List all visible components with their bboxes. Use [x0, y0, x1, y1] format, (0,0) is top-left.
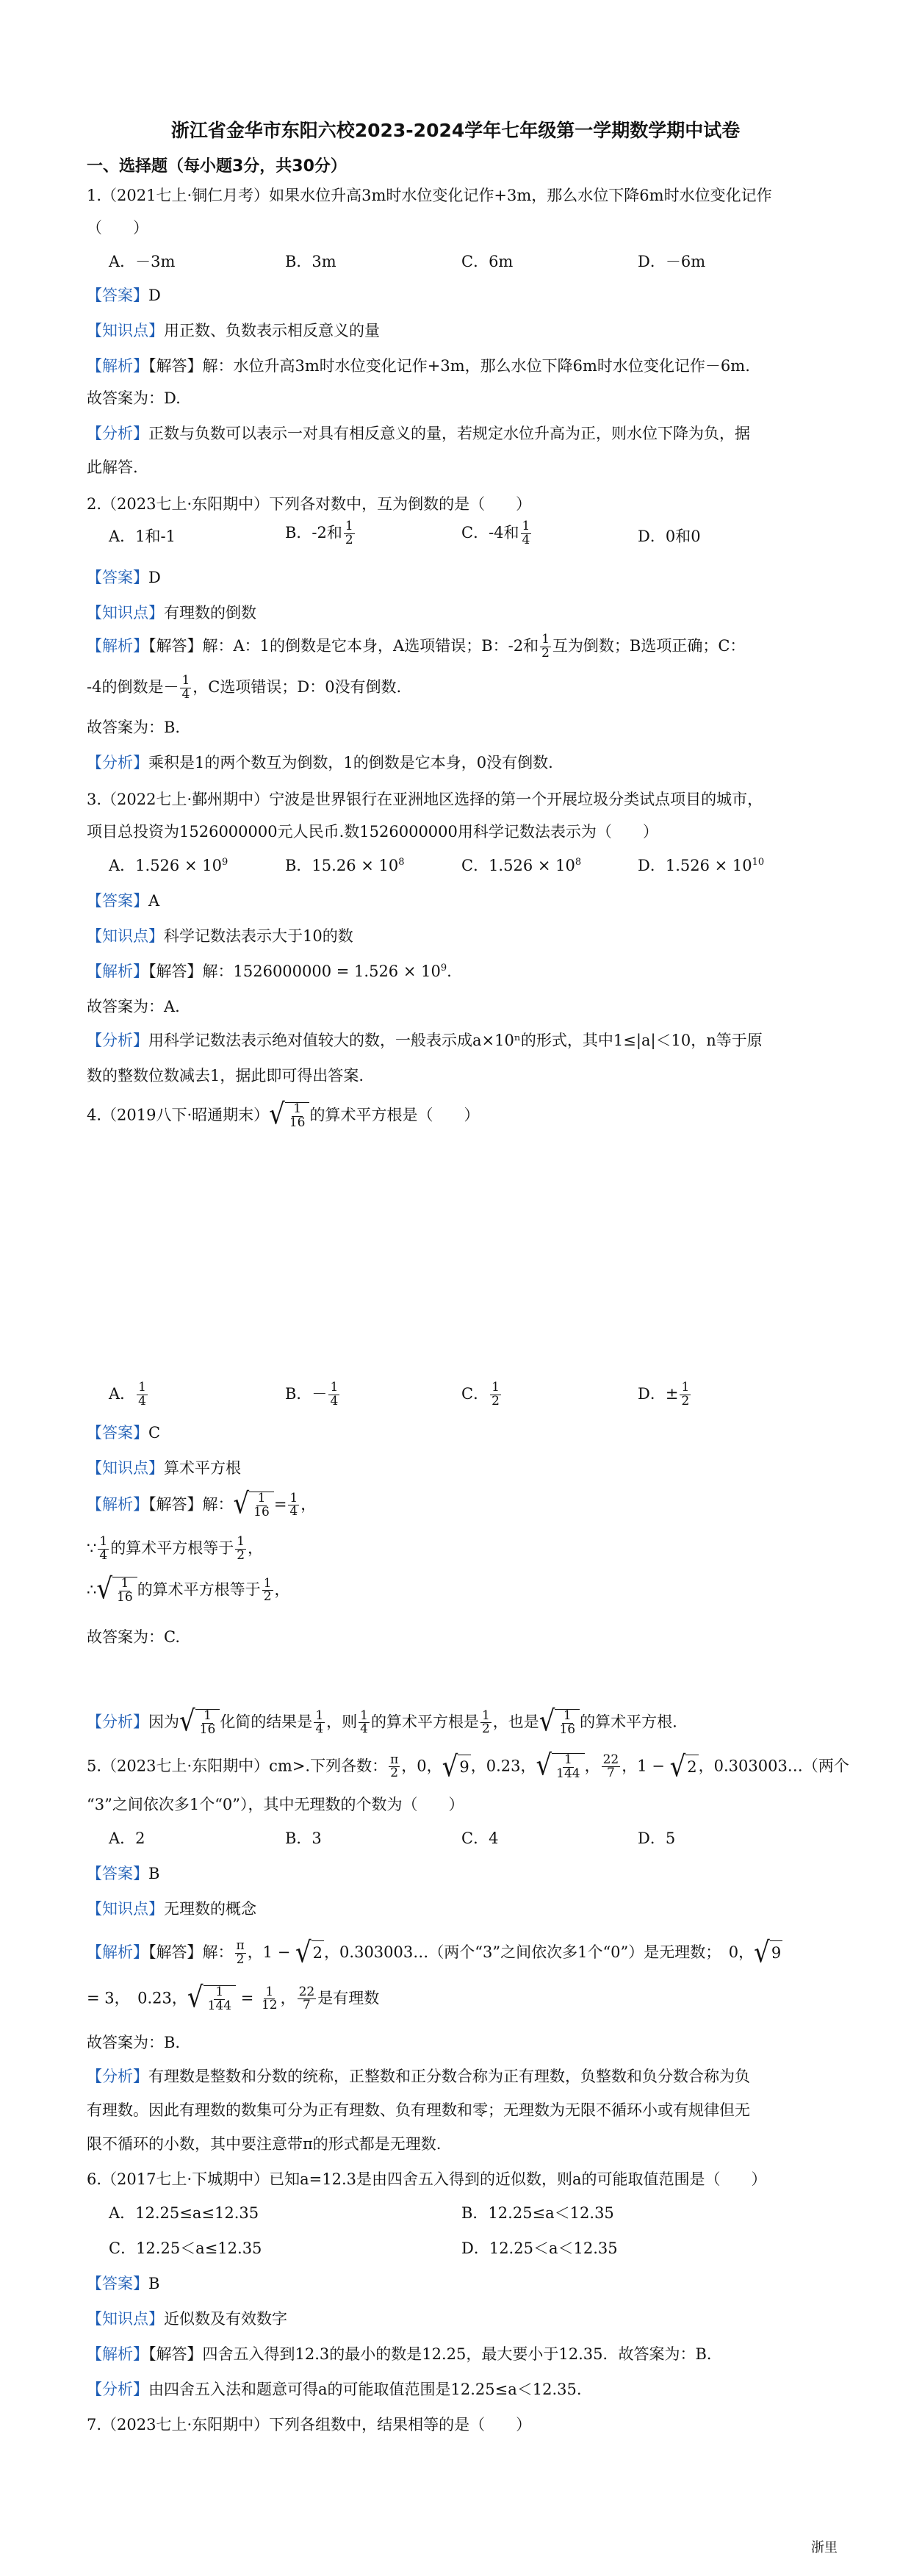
exponent: 9 [221, 857, 228, 868]
q2-analysis-text-4: ，C选项错误；D：0没有倒数. [192, 677, 402, 696]
q4-option-c: C． $\frac{1}{2}$ [461, 1380, 500, 1408]
q4-analysis-text: 【解答】解： [148, 1495, 234, 1514]
q5-comment-cont: 有理数。因此有理数的数集可分为正有理数、负有理数和零；无理数为无限不循环小或有规律但无 [87, 2101, 750, 2119]
q5-analysis-text-4: 是有理数 [317, 1989, 380, 2007]
fraction: $\frac{1}{4}$ [522, 519, 530, 547]
q5-analysis-text-2: 0.303003…（两个“3”之间依次多1个“0”）是无理数； 0， [339, 1943, 755, 1961]
q4-answer-value: C [148, 1424, 161, 1442]
q6-stem: 6.（2017七上·下城期中）已知a=12.3是由四舍五入得到的近似数，则a的可能取值范围是（ ） [87, 2170, 767, 2188]
q2-option-d: D．0和0 [638, 528, 701, 545]
q5-analysis: 【解析】【解答】解： $\frac{\pi}{2}$ ，1 − √ 2 ，0.303003…（两个“3”之间依次多1个“0”）是无理数； 0， √ 9 [87, 1936, 782, 1971]
q3-option-b [285, 855, 405, 877]
q5-stem-text: 5.（2023七上·东阳期中）cm>.下列各数： [87, 1757, 388, 1775]
answer-tag: 【答案】 [87, 287, 148, 304]
q5-conclude-value: B. [164, 2034, 181, 2051]
analysis-tag: 【解析】 [87, 2345, 148, 2363]
analysis-tag: 【解析】 [87, 1495, 148, 1514]
q2-option-c-text: C．-4和 [461, 523, 519, 542]
q1-comment-text: 正数与负数可以表示一对具有相反意义的量，若规定水位升高为正，则水位下降为负，据 [148, 425, 750, 442]
q5-comment-text: 有理数是整数和分数的统称，正整数和正分数合称为正有理数，负整数和负分数合称为负 [148, 2068, 750, 2085]
comment-tag: 【分析】 [87, 754, 148, 771]
q4-analysis-text-3: 的算术平方根等于 [137, 1580, 261, 1599]
q6-option-c: C．12.25＜a≤12.35 [109, 2239, 262, 2257]
q5-analysis-cont: = 3， 0.23， √ 1 144 = $\frac{1}{12}$ ， $\frac{22}{7}$ 是有理数 [87, 1980, 380, 2015]
q2-analysis-text: 【解答】解：A：1的倒数是它本身，A选项错误；B：-2和 [148, 636, 539, 655]
q5-answer [87, 1863, 159, 1885]
conclude-label: 故答案为： [87, 2034, 164, 2051]
q3-stem: 3.（2022七上·鄞州期中）宁波是世界银行在亚洲地区选择的第一个开展垃圾分类试点项目的城市， [87, 791, 763, 808]
q5-answer-value: B [148, 1865, 160, 1882]
q6-comment-text: 由四舍五入法和题意可得a的可能取值范围是12.25≤a＜12.35. [148, 2381, 582, 2398]
q4-comment-text-3: ，则 [326, 1713, 358, 1731]
q3-conclude-value: A. [164, 998, 180, 1015]
q2-conclude-value: B. [164, 719, 181, 736]
answer-tag: 【答案】 [87, 892, 148, 910]
knowledge-tag: 【知识点】 [87, 1900, 164, 1918]
q4-analysis-2: ∵ $\frac{1}{4}$ 的算术平方根等于 $\frac{1}{2}$ ， [87, 1534, 264, 1563]
q5-comment [87, 2066, 750, 2087]
q5-option-c: C．4 [461, 1830, 499, 1847]
page-footer: 浙里 [811, 2540, 838, 2555]
q5-analysis-text-3: = 3， 0.23， [87, 1989, 187, 2007]
analysis-tag: 【解析】 [87, 1943, 148, 1961]
answer-tag: 【答案】 [87, 1424, 148, 1442]
exponent: 10 [752, 857, 765, 868]
q1-answer-value: D [148, 287, 161, 304]
q1-option-b: B．3m [285, 253, 336, 270]
q3-option-b-text: B．15.26 × 10 [285, 857, 399, 874]
q6-analysis-text: 【解答】四舍五入得到12.3的最小的数是12.25，最大要小于12.35．故答案为：B． [148, 2345, 722, 2363]
q1-conclude [87, 388, 181, 409]
q6-knowledge [87, 2309, 287, 2330]
analysis-tag: 【解析】 [87, 963, 148, 980]
q2-answer [87, 567, 161, 589]
comment-tag: 【分析】 [87, 1032, 148, 1049]
q4-option-a-text: A． [109, 1384, 136, 1403]
q1-paren: （ ） [87, 219, 148, 237]
q2-knowledge [87, 602, 256, 624]
q1-comment-cont: 此解答. [87, 458, 138, 476]
q3-knowledge-text: 科学记数法表示大于10的数 [164, 927, 353, 945]
q4-analysis-3: ∴ √ 1 16 的算术平方根等于 $\frac{1}{2}$ ， [87, 1572, 290, 1606]
q6-option-b: B．12.25≤a＜12.35 [461, 2204, 614, 2222]
q3-knowledge [87, 926, 353, 947]
q3-answer-value: A [148, 892, 160, 910]
page-title: 浙江省金华市东阳六校2023-2024学年七年级第一学期数学期中试卷 [170, 120, 741, 141]
q3-conclude [87, 996, 180, 1018]
q1-knowledge-text: 用正数、负数表示相反意义的量 [164, 322, 380, 339]
q1-conclude-value: D. [164, 389, 181, 407]
q6-answer [87, 2273, 159, 2295]
q6-option-d: D．12.25＜a＜12.35 [461, 2239, 618, 2257]
q4-knowledge-text: 算术平方根 [164, 1459, 241, 1477]
q4-option-c-text: C． [461, 1384, 489, 1403]
analysis-tag: 【解析】 [87, 636, 148, 655]
knowledge-tag: 【知识点】 [87, 2310, 164, 2328]
q4-knowledge [87, 1458, 241, 1479]
exponent: 9 [440, 963, 447, 974]
q4-option-d: D．± $\frac{1}{2}$ [638, 1380, 690, 1408]
q3-comment-cont: 数的整数位数减去1，据此即可得出答案. [87, 1067, 364, 1084]
q6-option-a: A．12.25≤a≤12.35 [109, 2204, 259, 2222]
q1-answer [87, 285, 161, 306]
q6-answer-value: B [148, 2275, 160, 2292]
q4-comment-text-6: 的算术平方根. [580, 1713, 677, 1731]
q2-option-c [461, 520, 533, 547]
q4-analysis: 【解析】【解答】解： √ 1 16 = $\frac{1}{4}$ ， [87, 1486, 317, 1521]
q3-option-d [638, 855, 764, 877]
because-symbol: ∵ [87, 1539, 97, 1557]
q2-option-b-text: B．-2和 [285, 523, 342, 542]
q5-stem: 5.（2023七上·东阳期中）cm>.下列各数： $\frac{\pi}{2}$ ，0， √ 9 ，0.23， √ 1 144 ， $\frac{22}{7}$ ，1 − √ 2 ，0.303003…（两个 [87, 1748, 849, 1784]
q3-option-c [461, 855, 581, 877]
section-heading: 一、选择题（每小题3分，共30分） [87, 157, 347, 176]
exponent: 8 [398, 857, 405, 868]
q3-option-d-text: D．1.526 × 10 [638, 857, 752, 874]
q3-analysis-text: 【解答】解：1526000000 = 1.526 × 10 [148, 963, 441, 980]
q4-option-a: A． $\frac{1}{4}$ [109, 1380, 146, 1408]
q4-answer [87, 1422, 160, 1444]
q1-analysis-text: 【解答】解：水位升高3m时水位变化记作+3m，那么水位下降6m时水位变化记作－6m. [148, 357, 750, 375]
q3-answer [87, 891, 159, 912]
q5-knowledge [87, 1899, 256, 1920]
q5-option-b: B．3 [285, 1830, 322, 1847]
conclude-label: 故答案为： [87, 1628, 164, 1646]
q2-option-a: A．1和-1 [109, 528, 176, 545]
q4-comment-text-4: 的算术平方根是 [370, 1713, 479, 1731]
q4-comment: 【分析】因为 √ 1 16 化简的结果是 $\frac{1}{4}$ ，则 $\frac{1}{4}$ 的算术平方根是 $\frac{1}{2}$ ，也是 √ 1 16 的算术平方根. [87, 1704, 677, 1738]
q3-option-a [109, 855, 228, 877]
q2-comment-text: 乘积是1的两个数互为倒数，1的倒数是它本身，0没有倒数. [148, 754, 553, 771]
q1-option-c: C．6m [461, 253, 514, 270]
knowledge-tag: 【知识点】 [87, 927, 164, 945]
q2-comment [87, 752, 553, 774]
q6-knowledge-text: 近似数及有效数字 [164, 2310, 287, 2328]
q2-answer-value: D [148, 569, 161, 586]
therefore-symbol: ∴ [87, 1580, 97, 1599]
q4-analysis-text-2: 的算术平方根等于 [110, 1539, 234, 1557]
answer-tag: 【答案】 [87, 2275, 148, 2292]
q4-comment-text-2: 化简的结果是 [220, 1713, 313, 1731]
fraction: $\frac{1}{4}$ [181, 673, 190, 702]
q4-stem [87, 1097, 480, 1132]
q1-option-a: A．－3m [109, 253, 176, 270]
q4-stem-text: 4.（2019八下·昭通期末） [87, 1106, 270, 1124]
q3-comment-text: 用科学记数法表示绝对值较大的数，一般表示成a×10ⁿ的形式，其中1≤|a|＜10，n等于原 [148, 1032, 763, 1049]
q1-analysis [87, 356, 750, 377]
q5-stem-tail: 0.303003…（两个 [713, 1757, 849, 1775]
fraction: $\frac{1}{2}$ [541, 632, 550, 661]
q6-analysis [87, 2344, 722, 2365]
q2-analysis-cont [87, 674, 401, 702]
q4-option-d-text: D．± [638, 1384, 679, 1403]
q4-conclude-value: C. [164, 1628, 180, 1646]
knowledge-tag: 【知识点】 [87, 1459, 164, 1477]
q1-option-d: D．－6m [638, 253, 706, 270]
q1-knowledge [87, 320, 380, 342]
q3-stem-cont: 项目总投资为1526000000元人民币.数1526000000用科学记数法表示为（ ） [87, 823, 658, 841]
knowledge-tag: 【知识点】 [87, 604, 164, 622]
answer-tag: 【答案】 [87, 569, 148, 586]
knowledge-tag: 【知识点】 [87, 322, 164, 339]
q2-stem: 2.（2023七上·东阳期中）下列各对数中，互为倒数的是（ ） [87, 495, 532, 513]
comment-tag: 【分析】 [87, 1713, 148, 1731]
sqrt-expression: √ 1 16 [269, 1102, 309, 1130]
fraction: $\frac{1}{2}$ [345, 519, 353, 547]
conclude-label: 故答案为： [87, 998, 164, 1015]
q2-analysis-text-2: 互为倒数；B选项正确；C： [552, 636, 746, 655]
q5-option-d: D．5 [638, 1830, 676, 1847]
q4-comment-text-5: ，也是 [492, 1713, 539, 1731]
comment-tag: 【分析】 [87, 425, 148, 442]
q3-analysis: 【解析】【解答】解：$1526000000 = 1.526 \times 10^9$. [87, 963, 452, 980]
answer-tag: 【答案】 [87, 1865, 148, 1882]
conclude-label: 故答案为： [87, 389, 164, 407]
q5-conclude [87, 2032, 180, 2054]
q5-analysis-text: 【解答】解： [148, 1943, 234, 1961]
q1-stem: 1.（2021七上·铜仁月考）如果水位升高3m时水位变化记作+3m，那么水位下降6m时水位变化记作 [87, 187, 772, 204]
q2-analysis [87, 633, 745, 661]
q3-option-a-text: A．1.526 × 10 [109, 857, 222, 874]
q2-knowledge-text: 有理数的倒数 [164, 604, 256, 622]
q4-option-b-text: B．－ [285, 1384, 328, 1403]
q6-comment [87, 2379, 582, 2400]
q4-stem-tail: 的算术平方根是（ ） [309, 1106, 480, 1124]
exponent: 8 [575, 857, 582, 868]
conclude-label: 故答案为： [87, 719, 164, 736]
q4-comment-text: 因为 [148, 1713, 179, 1731]
q1-comment [87, 423, 750, 445]
comment-tag: 【分析】 [87, 2068, 148, 2085]
q2-option-b [285, 520, 356, 547]
q7-stem: 7.（2023七上·东阳期中）下列各组数中，结果相等的是（ ） [87, 2416, 532, 2433]
q3-comment [87, 1030, 763, 1051]
q4-conclude [87, 1627, 180, 1648]
analysis-tag: 【解析】 [87, 357, 148, 375]
q5-stem-cont: “3”之间依次多1个“0”），其中无理数的个数为（ ） [87, 1796, 464, 1813]
q5-comment-cont-2: 限不循环的小数，其中要注意带π的形式都是无理数. [87, 2135, 442, 2153]
q4-option-b: B．－ $\frac{1}{4}$ [285, 1380, 339, 1408]
q2-analysis-text-3: -4的倒数是－ [87, 677, 179, 696]
q5-knowledge-text: 无理数的概念 [164, 1900, 256, 1918]
q2-conclude [87, 717, 180, 738]
comment-tag: 【分析】 [87, 2381, 148, 2398]
q3-option-c-text: C．1.526 × 10 [461, 857, 575, 874]
q5-option-a: A．2 [109, 1830, 145, 1847]
